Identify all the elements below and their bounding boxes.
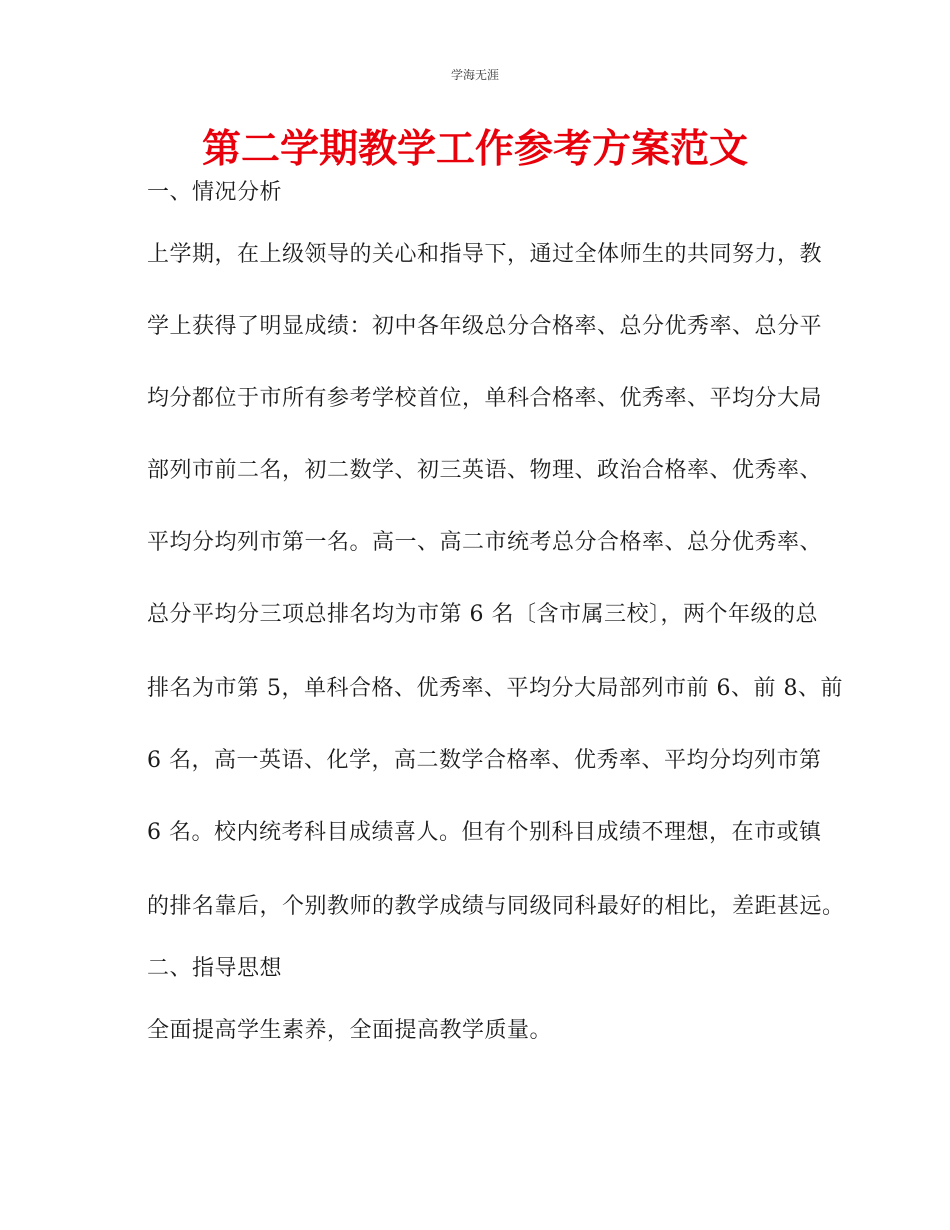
paragraph-line: 上学期，在上级领导的关心和指导下，通过全体师生的共同努力，教 [147,242,823,267]
paragraph-line: 部列市前二名，初二数学、初三英语、物理、政治合格率、优秀率、 [147,458,823,483]
paragraph-line: 6 名。校内统考科目成绩喜人。但有个别科目成绩不理想，在市或镇 [147,820,822,845]
paragraph-line: 6 名，高一英语、化学，高二数学合格率、优秀率、平均分均列市第 [147,748,822,773]
paragraph-line: 的排名靠后，个别教师的教学成绩与同级同科最好的相比，差距甚远。 [147,894,845,919]
paragraph-line: 排名为市第 5，单科合格、优秀率、平均分大局部列市前 6、前 8、前 [147,676,843,701]
paragraph-line: 总分平均分三项总排名均为市第 6 名〔含市属三校〕，两个年级的总 [147,602,818,627]
section-heading: 二、指导思想 [147,956,283,981]
paragraph-line: 平均分均列市第一名。高一、高二市统考总分合格率、总分优秀率、 [147,530,823,555]
page-header: 学海无涯 [450,68,499,82]
paragraph-line: 学上获得了明显成绩：初中各年级总分合格率、总分优秀率、总分平 [147,314,823,339]
paragraph-line: 均分都位于市所有参考学校首位，单科合格率、优秀率、平均分大局 [147,386,823,411]
document-title: 第二学期教学工作参考方案范文 [201,127,748,172]
section-heading: 一、情况分析 [147,180,283,205]
paragraph-line: 全面提高学生素养，全面提高教学质量。 [147,1018,553,1043]
